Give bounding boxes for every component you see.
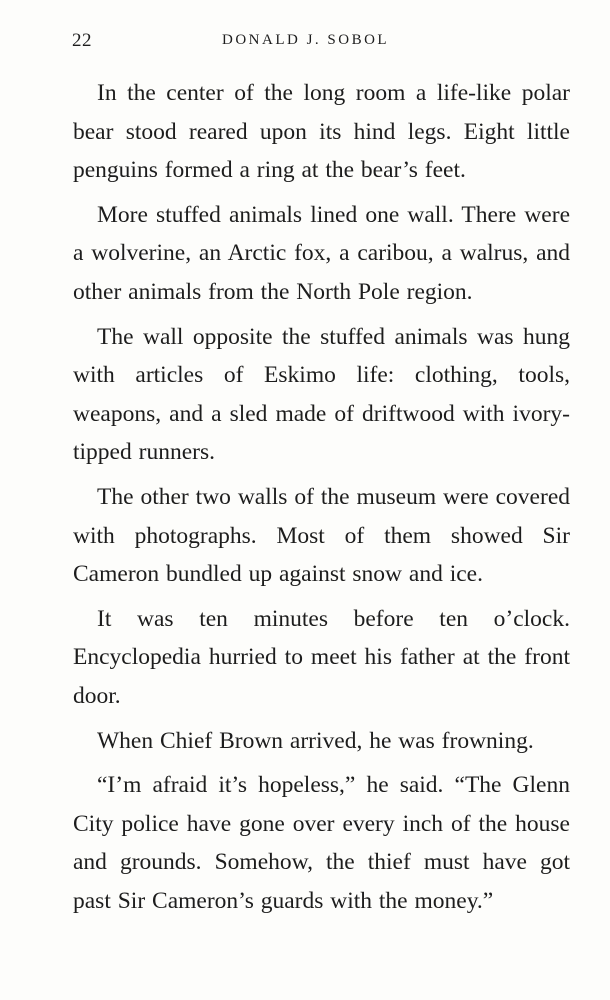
paragraph-chief-brown: When Chief Brown arrived, he was frowning. [97,727,534,754]
paragraph-photographs: The other two walls of the museum were covered with photographs. Most of them showed Sir Cameron bundled up against snow and ice. [73,483,570,588]
paragraph-hopeless: “I’m afraid it’s hopeless,” he said. “The Glenn City police have gone over every inch of the house and grounds. Somehow, the thief must have got past Sir Cameron’s guards with the money.” [73,772,570,914]
paragraph-stuffed-animals: More stuffed animals lined one wall. There were a wolverine, an Arctic fox, a caribou, a walrus, and other animals from the North Pole region. [73,201,570,305]
paragraph-ten-minutes: It was ten minutes before ten o’clock. Encyclopedia hurried to meet his father at the front door. [73,605,570,709]
paragraph-polar-bear: In the center of the long room a life-like polar bear stood reared upon its hind legs. Eight little penguins formed a ring at the bear’s feet. [73,80,570,184]
page-number: 22 [72,30,92,51]
running-head-author: DONALD J. SOBOL [222,32,390,48]
body-text [73,74,570,926]
page-header [72,30,570,54]
paragraph-eskimo-life: The wall opposite the stuffed animals was hung with articles of Eskimo life: clothing, tools, weapons, and a sled made of driftwood with ivory-tipped runners. [73,323,570,466]
